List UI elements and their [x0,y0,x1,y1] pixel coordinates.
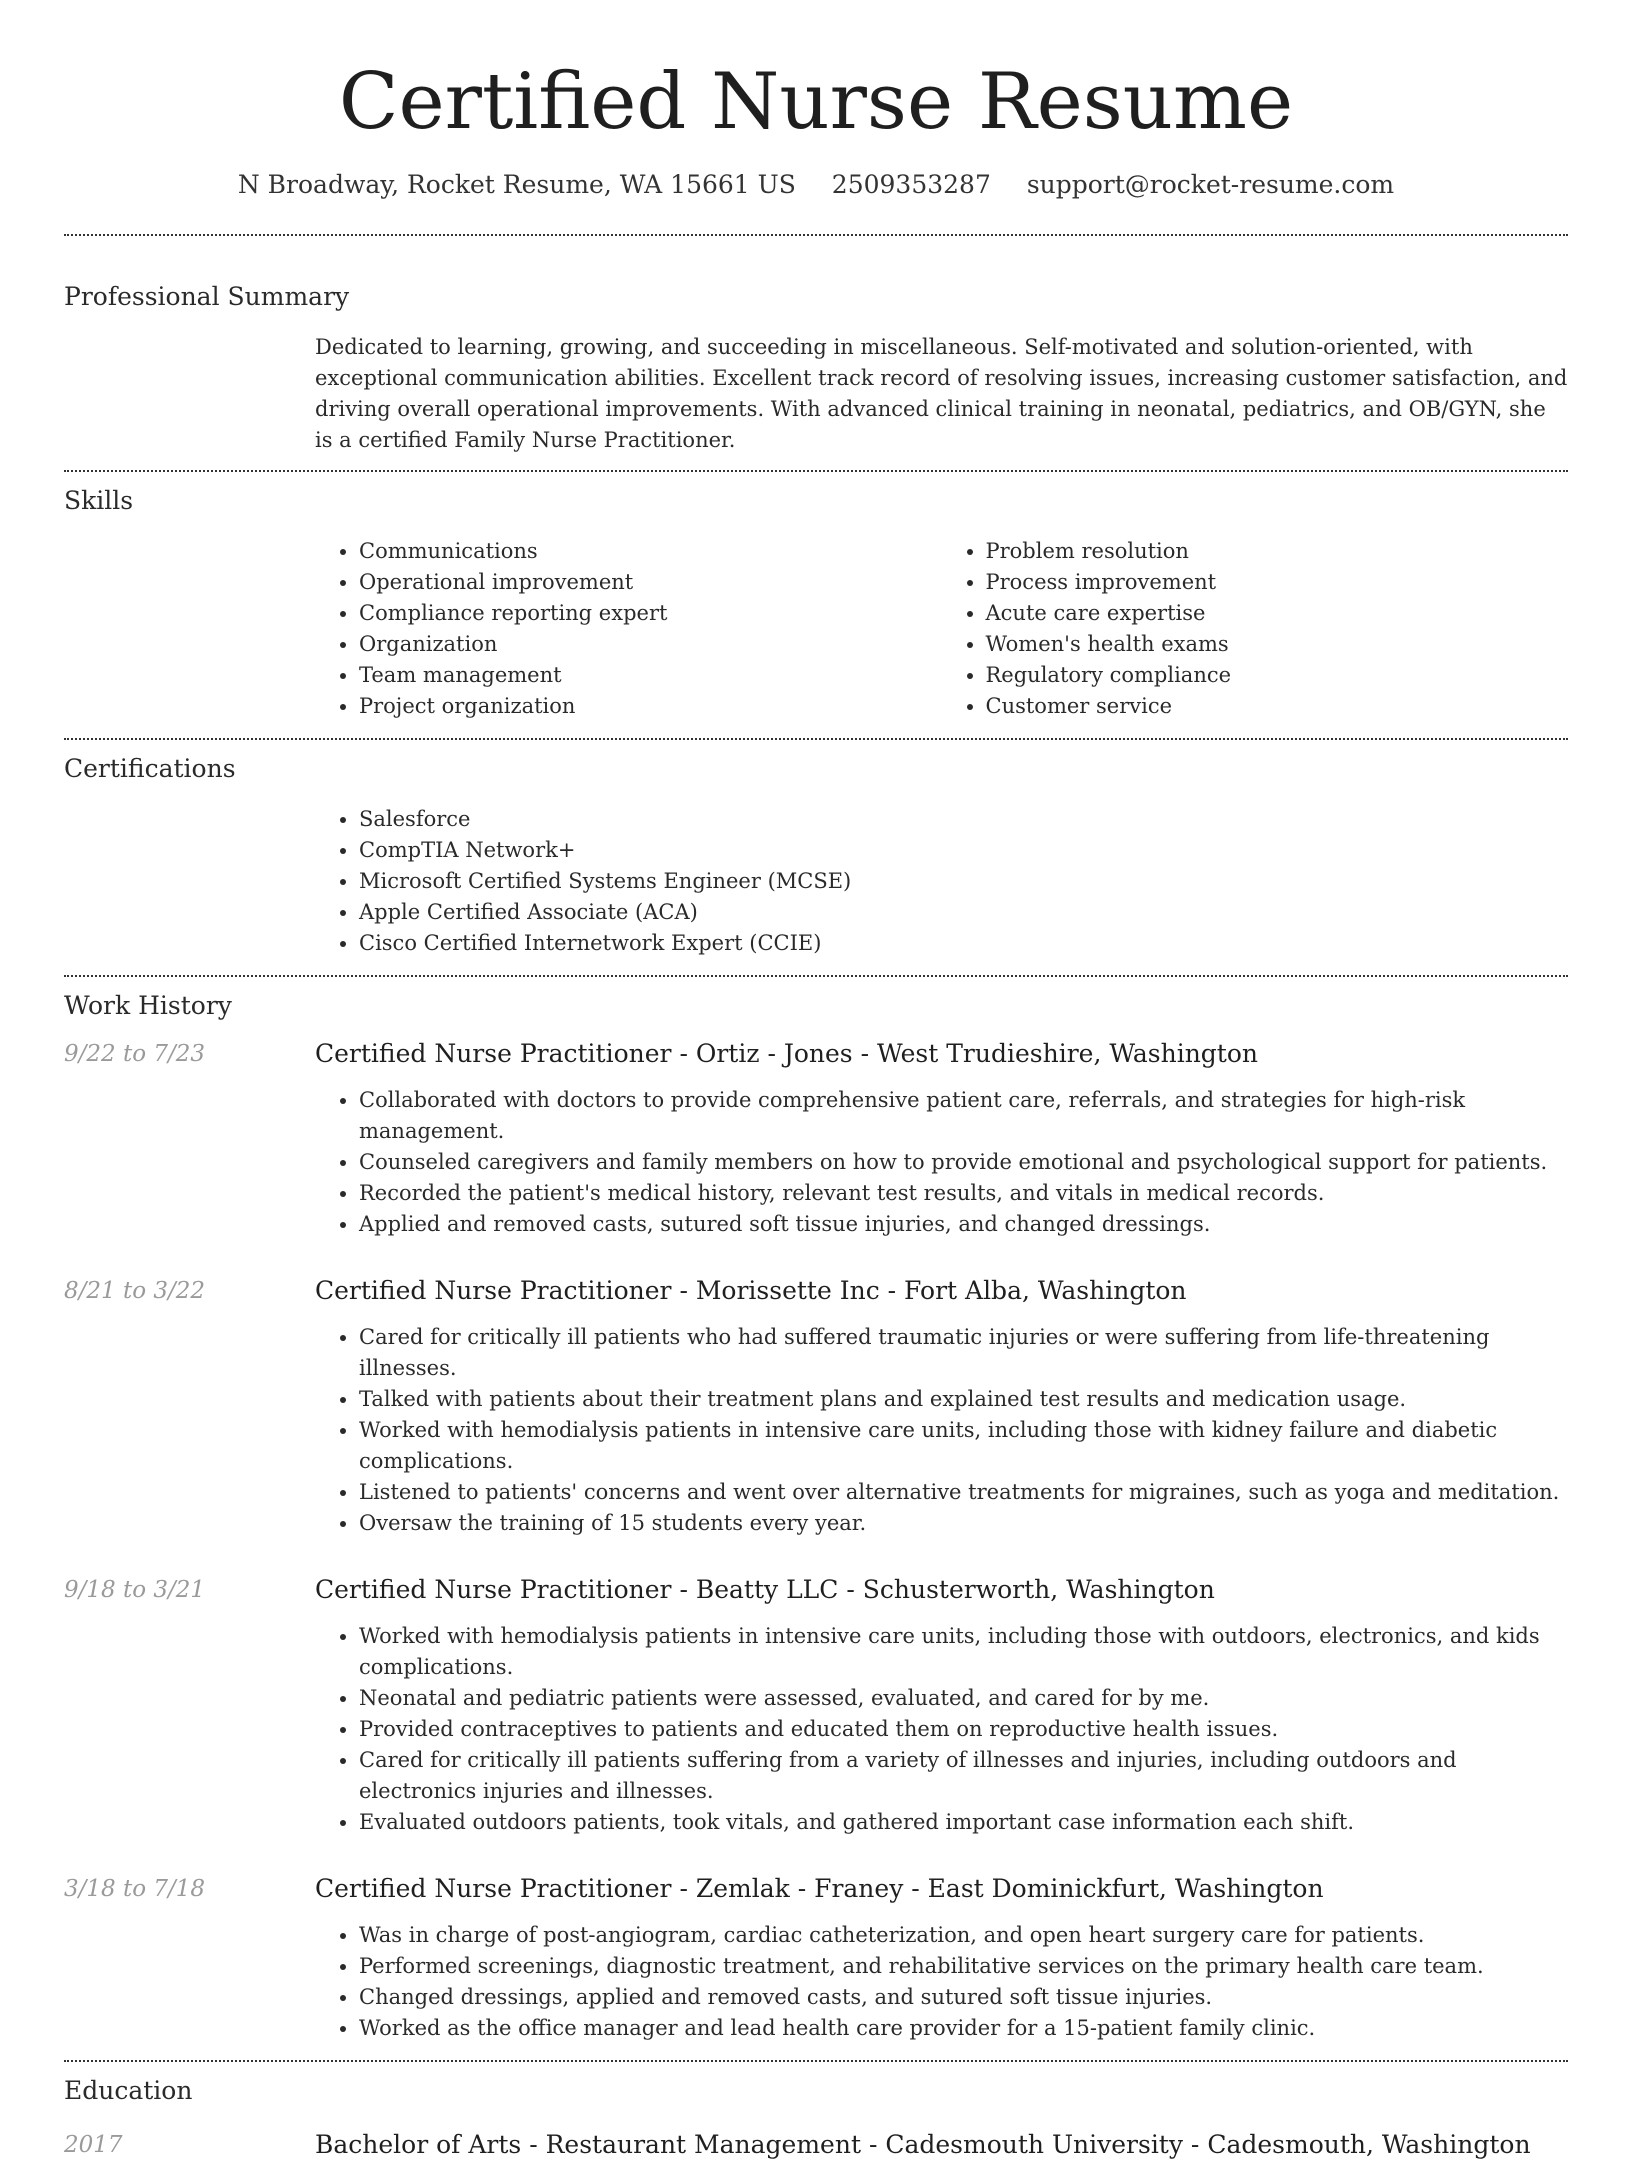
job-bullets [315,1920,1568,2044]
certification-item: • Cisco Certified Internetwork Expert (CCIE) [359,928,1568,959]
section-heading-skills: Skills [64,486,134,515]
job-bullet: • Cared for critically ill patients suffering from a variety of illnesses and injuries, including outdoors and electronics injuries and illnesses. [359,1745,1568,1807]
job-bullet: • Talked with patients about their treatment plans and explained test results and medication usage. [359,1384,1568,1415]
job-entry [64,1274,1568,1539]
job-entry [64,1872,1568,2044]
job-dates: 9/22 to 7/23 [64,1041,206,1067]
job-bullets [315,1621,1568,1838]
skills-list-left [315,536,942,722]
job-bullets [315,1085,1568,1240]
section-heading-work-history: Work History [64,991,232,1020]
job-dates: 8/21 to 3/22 [64,1278,206,1304]
skill-item: • Regulatory compliance [986,660,1569,691]
resume-page [64,0,1568,2162]
job-bullet: • Provided contraceptives to patients and educated them on reproductive health issues. [359,1714,1568,1745]
job-bullet: • Evaluated outdoors patients, took vitals, and gathered important case information each shift. [359,1807,1568,1838]
job-bullet: • Worked with hemodialysis patients in intensive care units, including those with kidney failure and diabetic complications. [359,1415,1568,1477]
section-heading-education: Education [64,2076,193,2105]
skill-item: • Compliance reporting expert [359,598,942,629]
skill-item: • Problem resolution [986,536,1569,567]
skill-item: • Organization [359,629,942,660]
skill-item: • Communications [359,536,942,567]
education-dates: 2017 [64,2132,123,2158]
job-bullet: • Cared for critically ill patients who had suffered traumatic injuries or were suffering from life-threatening illnesses. [359,1322,1568,1384]
work-history-section [64,977,1568,2060]
page-title: Certified Nurse Resume [338,57,1294,147]
skills-section [64,472,1568,722]
certification-item: • Apple Certified Associate (ACA) [359,897,1568,928]
address-text: N Broadway, Rocket Resume, WA 15661 US [237,170,796,199]
job-dates: 3/18 to 7/18 [64,1876,206,1902]
skill-item: • Team management [359,660,942,691]
job-bullet: • Worked with hemodialysis patients in intensive care units, including those with outdoors, electronics, and kids complications. [359,1621,1568,1683]
job-bullet: • Recorded the patient's medical history, relevant test results, and vitals in medical records. [359,1178,1568,1209]
job-entry [64,1573,1568,1838]
education-section [64,2062,1568,2162]
education-title: Bachelor of Arts - Restaurant Management - Cadesmouth University - Cadesmouth, Washington [315,2130,1531,2159]
job-title: Certified Nurse Practitioner - Beatty LLC - Schusterworth, Washington [315,1575,1215,1604]
job-bullet: • Listened to patients' concerns and went over alternative treatments for migraines, such as yoga and meditation. [359,1477,1568,1508]
summary-text: Dedicated to learning, growing, and succeeding in miscellaneous. Self-motivated and solution-oriented, with exceptional communication abilities. Excellent track record of resolving issues, increasing customer satisfaction, and driving overall operational improvements. With advanced clinical training in neonatal, pediatrics, and OB/GYN, she is a certified Family Nurse Practitioner. [315,335,1568,452]
job-title: Certified Nurse Practitioner - Morissette Inc - Fort Alba, Washington [315,1276,1187,1305]
skills-list-right [942,536,1569,722]
job-bullet: • Changed dressings, applied and removed casts, and sutured soft tissue injuries. [359,1982,1568,2013]
certification-item: • CompTIA Network+ [359,835,1568,866]
job-bullet: • Worked as the office manager and lead health care provider for a 15-patient family clinic. [359,2013,1568,2044]
email-link[interactable]: support@rocket-resume.com [1026,170,1395,199]
job-bullet: • Performed screenings, diagnostic treatment, and rehabilitative services on the primary health care team. [359,1951,1568,1982]
section-heading-summary: Professional Summary [64,282,350,311]
certifications-list [315,804,1568,959]
certification-item: • Salesforce [359,804,1568,835]
skill-item: • Operational improvement [359,567,942,598]
job-bullets [315,1322,1568,1539]
certifications-section [64,740,1568,959]
job-bullet: • Counseled caregivers and family members on how to provide emotional and psychological support for patients. [359,1147,1568,1178]
job-bullet: • Was in charge of post-angiogram, cardiac catheterization, and open heart surgery care for patients. [359,1920,1568,1951]
job-bullet: • Neonatal and pediatric patients were assessed, evaluated, and cared for by me. [359,1683,1568,1714]
skill-item: • Acute care expertise [986,598,1569,629]
skill-item: • Process improvement [986,567,1569,598]
summary-section [64,236,1568,456]
job-bullet: • Applied and removed casts, sutured soft tissue injuries, and changed dressings. [359,1209,1568,1240]
certification-item: • Microsoft Certified Systems Engineer (MCSE) [359,866,1568,897]
phone-text: 2509353287 [831,170,991,199]
contact-line [64,168,1568,202]
job-title: Certified Nurse Practitioner - Ortiz - Jones - West Trudieshire, Washington [315,1039,1258,1068]
section-heading-certifications: Certifications [64,754,236,783]
job-bullet: • Collaborated with doctors to provide comprehensive patient care, referrals, and strategies for high-risk management. [359,1085,1568,1147]
job-bullet: • Oversaw the training of 15 students every year. [359,1508,1568,1539]
job-dates: 9/18 to 3/21 [64,1577,206,1603]
skill-item: • Customer service [986,691,1569,722]
job-entry [64,1037,1568,1240]
job-title: Certified Nurse Practitioner - Zemlak - Franey - East Dominickfurt, Washington [315,1874,1324,1903]
skill-item: • Women's health exams [986,629,1569,660]
education-entry [64,2128,1568,2162]
skill-item: • Project organization [359,691,942,722]
